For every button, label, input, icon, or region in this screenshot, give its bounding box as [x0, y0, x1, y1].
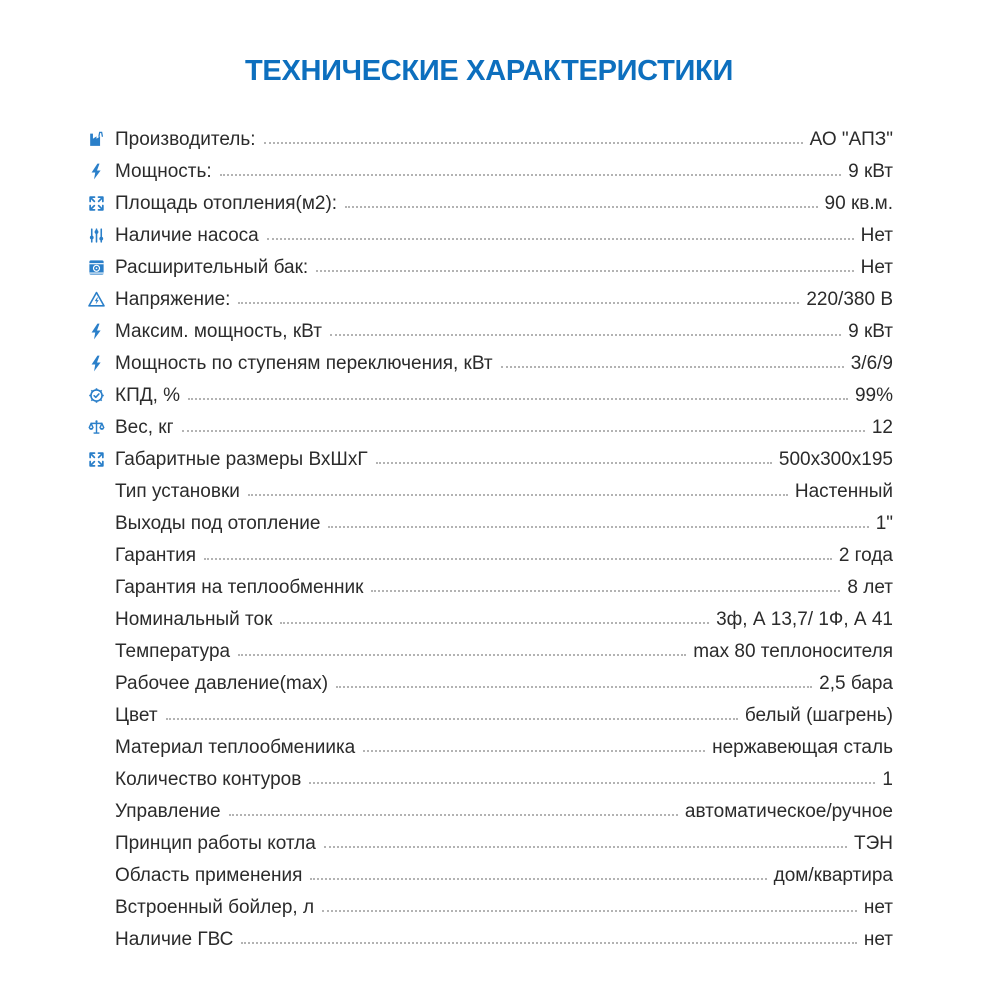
- spec-value: 99%: [854, 384, 893, 406]
- spec-row: [85, 924, 893, 956]
- dotted-leader: [280, 622, 709, 624]
- icon-placeholder: [85, 610, 107, 630]
- spec-row: [85, 284, 893, 316]
- spec-value: нержавеющая сталь: [712, 736, 893, 758]
- icon-placeholder: [85, 482, 107, 502]
- spec-value: 3ф, А 13,7/ 1Ф, А 41: [716, 608, 893, 630]
- spec-row: [85, 636, 893, 668]
- spec-label: Производитель:: [115, 128, 256, 150]
- dotted-leader: [248, 494, 788, 496]
- dotted-leader: [238, 654, 686, 656]
- spec-label: Напряжение:: [115, 288, 231, 310]
- spec-label: Температура: [115, 640, 231, 662]
- page-title: ТЕХНИЧЕСКИЕ ХАРАКТЕРИСТИКИ: [244, 55, 733, 87]
- spec-value: нет: [863, 896, 893, 918]
- spec-value: белый (шагрень): [744, 704, 893, 726]
- spec-value: 9 кВт: [848, 160, 893, 182]
- seal-check-icon: [85, 386, 107, 406]
- lightning-icon: [85, 322, 107, 342]
- spec-row: [85, 188, 893, 220]
- dotted-leader: [345, 206, 817, 208]
- spec-row: [85, 444, 893, 476]
- spec-row: [85, 124, 893, 156]
- lightning-icon: [85, 162, 107, 182]
- spec-label: Мощность:: [115, 160, 212, 182]
- icon-placeholder: [85, 834, 107, 854]
- dotted-leader: [322, 910, 857, 912]
- icon-placeholder: [85, 674, 107, 694]
- dotted-leader: [376, 462, 772, 464]
- spec-value: АО "АПЗ": [809, 128, 893, 150]
- spec-value: max 80 теплоносителя: [693, 640, 893, 662]
- spec-label: Цвет: [115, 704, 158, 726]
- spec-label: Рабочее давление(max): [115, 672, 329, 694]
- dotted-leader: [267, 238, 854, 240]
- spec-value: 1: [882, 768, 893, 790]
- spec-value: нет: [863, 928, 893, 950]
- spec-value: 8 лет: [847, 576, 893, 598]
- spec-value: дом/квартира: [773, 864, 893, 886]
- icon-placeholder: [85, 930, 107, 950]
- spec-row: [85, 156, 893, 188]
- spec-label: Вес, кг: [115, 416, 174, 438]
- spec-row: [85, 220, 893, 252]
- spec-label: Наличие насоса: [115, 224, 259, 246]
- dotted-leader: [328, 526, 868, 528]
- dotted-leader: [309, 782, 875, 784]
- spec-row: [85, 828, 893, 860]
- spec-row: [85, 700, 893, 732]
- dotted-leader: [238, 302, 799, 304]
- spec-row: [85, 732, 893, 764]
- spec-row: [85, 764, 893, 796]
- dotted-leader: [204, 558, 832, 560]
- dotted-leader: [316, 270, 853, 272]
- spec-table: [85, 124, 893, 956]
- icon-placeholder: [85, 546, 107, 566]
- spec-row: [85, 892, 893, 924]
- spec-row: [85, 380, 893, 412]
- spec-label: Номинальный ток: [115, 608, 273, 630]
- spec-label: КПД, %: [115, 384, 181, 406]
- spec-row: [85, 860, 893, 892]
- icon-placeholder: [85, 642, 107, 662]
- spec-label: Область применения: [115, 864, 303, 886]
- spec-row: [85, 796, 893, 828]
- icon-placeholder: [85, 514, 107, 534]
- dotted-leader: [330, 334, 841, 336]
- icon-placeholder: [85, 898, 107, 918]
- spec-label: Гарантия: [115, 544, 197, 566]
- dotted-leader: [363, 750, 705, 752]
- tank-icon: [85, 258, 107, 278]
- spec-label: Наличие ГВС: [115, 928, 234, 950]
- icon-placeholder: [85, 802, 107, 822]
- spec-value: 2 года: [838, 544, 893, 566]
- spec-label: Выходы под отопление: [115, 512, 321, 534]
- spec-value: 9 кВт: [848, 320, 893, 342]
- spec-value: 1": [875, 512, 893, 534]
- spec-label: Встроенный бойлер, л: [115, 896, 315, 918]
- spec-value: 90 кв.м.: [824, 192, 893, 214]
- dotted-leader: [220, 174, 841, 176]
- spec-label: Материал теплообмениика: [115, 736, 356, 758]
- dotted-leader: [188, 398, 848, 400]
- spec-row: [85, 508, 893, 540]
- dotted-leader: [264, 142, 803, 144]
- scales-icon: [85, 418, 107, 438]
- dotted-leader: [501, 366, 844, 368]
- spec-row: [85, 604, 893, 636]
- spec-row: [85, 412, 893, 444]
- spec-label: Расширительный бак:: [115, 256, 309, 278]
- lightning-icon: [85, 354, 107, 374]
- spec-row: [85, 540, 893, 572]
- spec-value: Нет: [860, 256, 893, 278]
- spec-value: Настенный: [794, 480, 893, 502]
- spec-value: 500х300х195: [778, 448, 893, 470]
- dotted-leader: [241, 942, 856, 944]
- icon-placeholder: [85, 738, 107, 758]
- icon-placeholder: [85, 770, 107, 790]
- dotted-leader: [166, 718, 738, 720]
- dotted-leader: [182, 430, 865, 432]
- spec-row: [85, 572, 893, 604]
- icon-placeholder: [85, 866, 107, 886]
- spec-value: 3/6/9: [850, 352, 893, 374]
- spec-value: Нет: [860, 224, 893, 246]
- spec-row: [85, 316, 893, 348]
- spec-value: ТЭН: [854, 832, 893, 854]
- expand-icon: [85, 194, 107, 214]
- spec-value: 12: [871, 416, 893, 438]
- spec-row: [85, 668, 893, 700]
- spec-value: 220/380 В: [806, 288, 893, 310]
- dotted-leader: [336, 686, 812, 688]
- spec-label: Управление: [115, 800, 221, 822]
- spec-label: Габаритные размеры ВхШхГ: [115, 448, 368, 470]
- dotted-leader: [324, 846, 847, 848]
- spec-label: Мощность по ступеням переключения, кВт: [115, 352, 493, 374]
- icon-placeholder: [85, 578, 107, 598]
- dotted-leader: [371, 590, 840, 592]
- spec-label: Гарантия на теплообменник: [115, 576, 364, 598]
- sliders-icon: [85, 226, 107, 246]
- spec-label: Максим. мощность, кВт: [115, 320, 322, 342]
- voltage-warning-icon: [85, 290, 107, 310]
- spec-value: автоматическое/ручное: [684, 800, 893, 822]
- expand-icon: [85, 450, 107, 470]
- spec-label: Принцип работы котла: [115, 832, 316, 854]
- spec-row: [85, 476, 893, 508]
- spec-label: Количество контуров: [115, 768, 302, 790]
- factory-icon: [85, 130, 107, 150]
- spec-label: Тип установки: [115, 480, 240, 502]
- spec-value: 2,5 бара: [819, 672, 893, 694]
- dotted-leader: [229, 814, 678, 816]
- icon-placeholder: [85, 706, 107, 726]
- dotted-leader: [310, 878, 766, 880]
- spec-sheet: [85, 0, 893, 956]
- spec-row: [85, 252, 893, 284]
- spec-label: Площадь отопления(м2):: [115, 192, 338, 214]
- spec-row: [85, 348, 893, 380]
